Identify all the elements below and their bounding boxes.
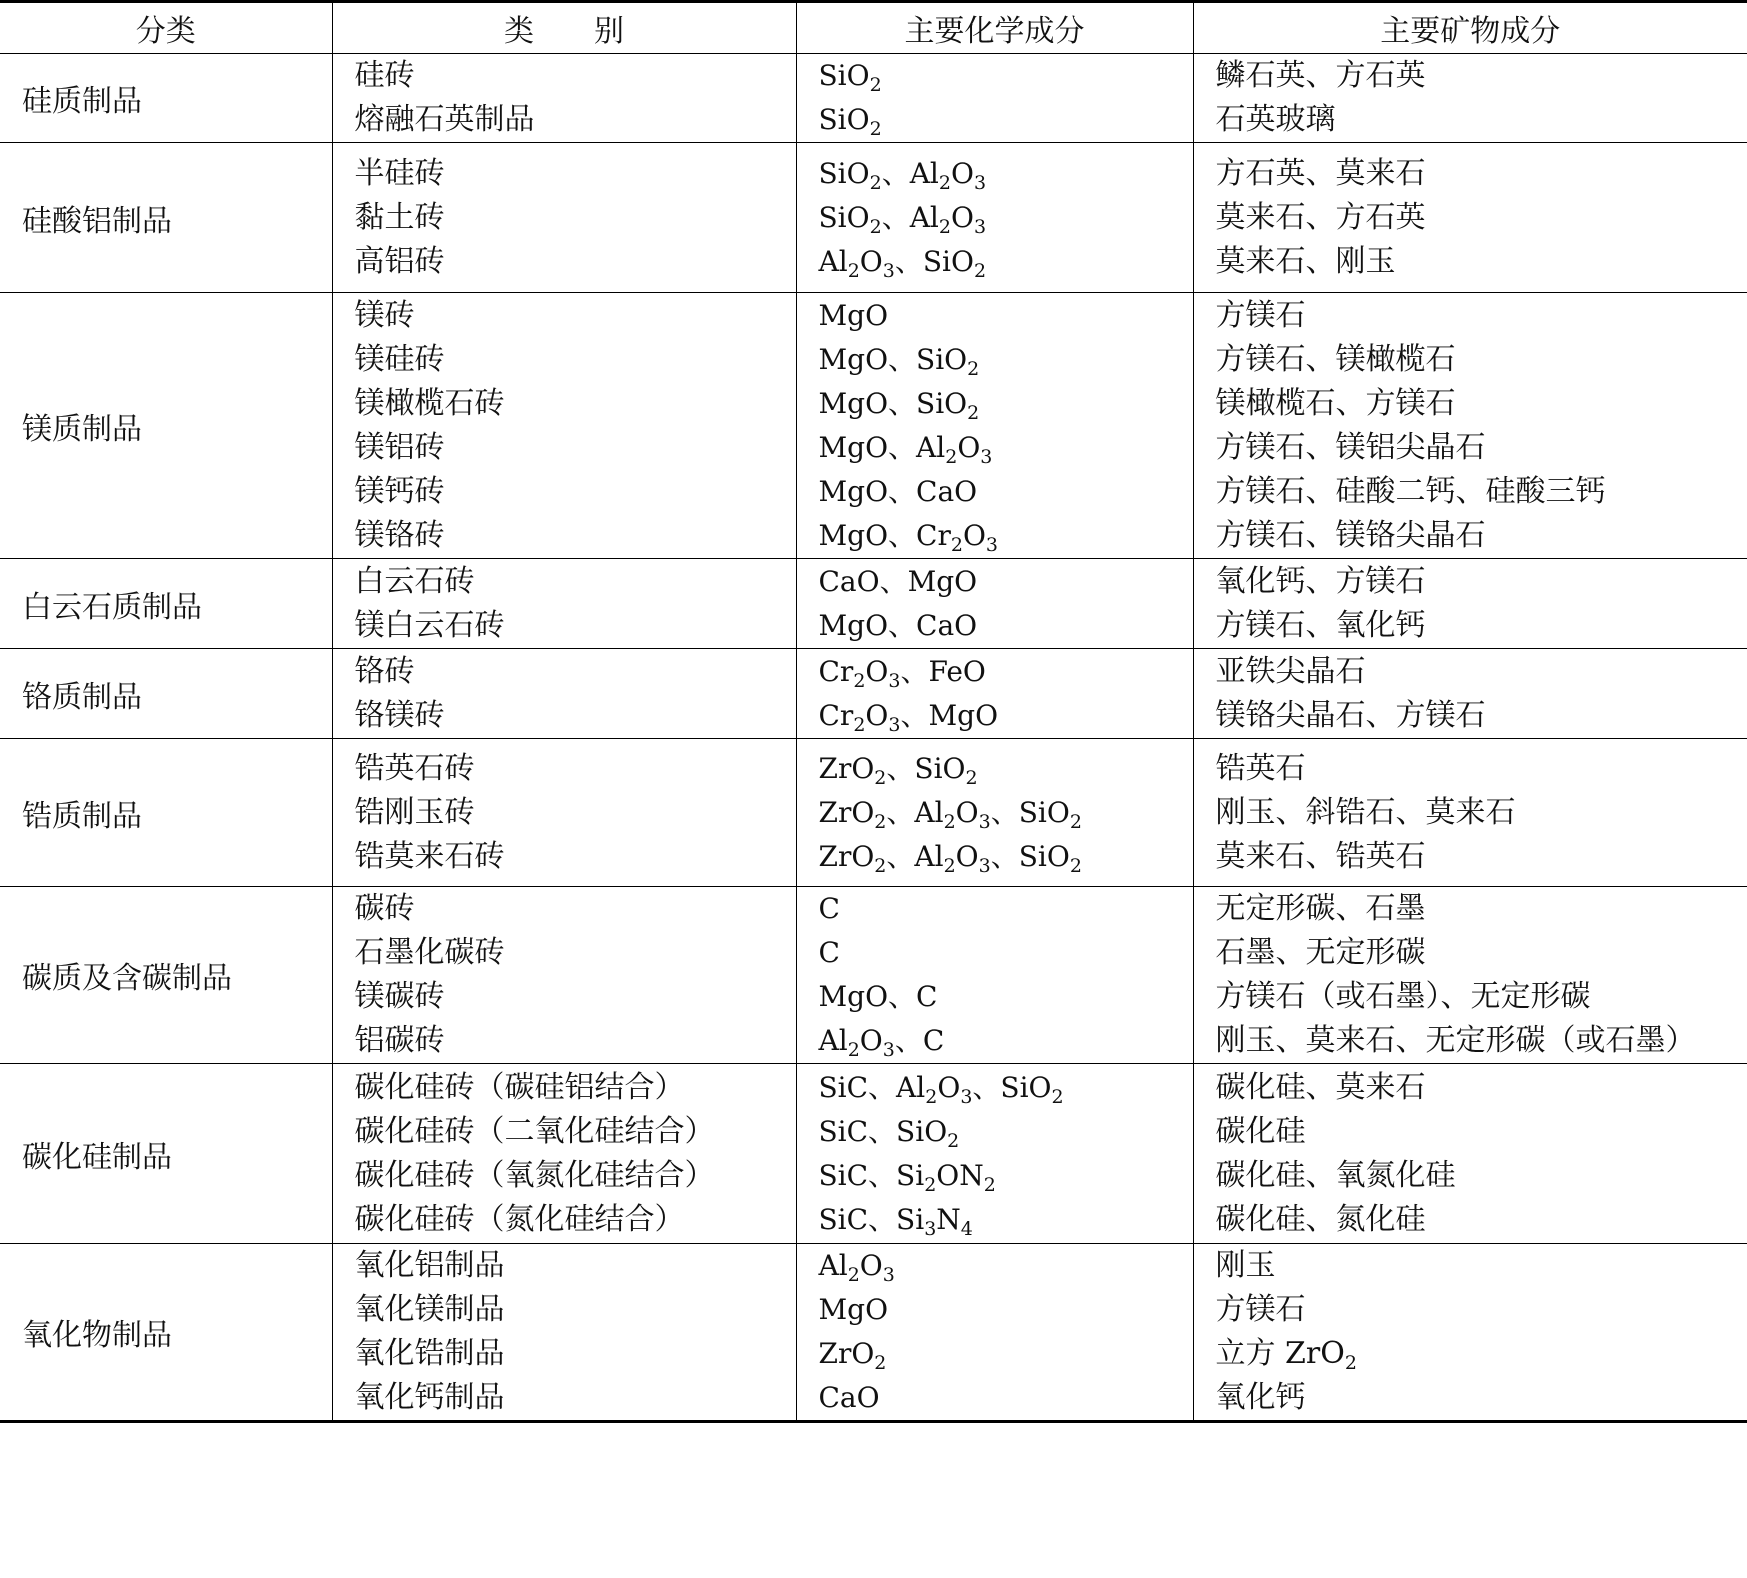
chemical-formula: MgO、CaO [818,608,978,642]
table-row [0,143,1747,293]
type-item: 镁铝砖 [354,429,445,465]
table-row [0,887,1747,1064]
category-name: 白云石质制品 [22,589,202,625]
type-item: 硅砖 [354,58,415,93]
chemical-formula: C [818,936,840,969]
chemical-formula: CaO、MgO [818,564,978,598]
chemical-formula: SiO$_2$ [818,103,882,140]
mineral-item: 方镁石 [1215,297,1306,333]
category-name: 硅酸铝制品 [22,203,172,239]
category-cell [0,54,332,143]
category-name: 氧化物制品 [22,1318,172,1353]
chemical-formula: MgO、C [818,980,938,1013]
mineral-item: 刚玉、莫来石、无定形碳（或石墨） [1215,1023,1696,1058]
type-item: 铝碳砖 [354,1023,445,1058]
chemical-composition-cell [796,649,1193,739]
mineral-composition-cell [1193,739,1747,887]
type-item: 铬砖 [354,653,415,689]
chemical-formula: SiO$_2$、$Al_2O_3$ [818,200,987,238]
type-item: 镁硅砖 [354,341,445,377]
mineral-item: 亚铁尖晶石 [1215,653,1366,689]
chemical-formula: SiC、$Al_2O_3$、SiO$_2$ [818,1070,1064,1108]
chemical-formula: SiC、SiO$_2$ [818,1114,960,1152]
type-item: 石墨化碳砖 [354,935,505,970]
mineral-item: 镁铬尖晶石、方镁石 [1215,697,1486,733]
mineral-item: 石英玻璃 [1215,102,1336,137]
chemical-formula: SiC、$Si_2ON_2$ [818,1158,996,1196]
type-item: 碳砖 [354,891,415,926]
category-name: 硅质制品 [22,84,142,119]
type-cell [332,739,796,887]
mineral-item: 方镁石、镁橄榄石 [1215,341,1456,377]
type-item: 铬镁砖 [354,697,445,733]
type-item: 锆刚玉砖 [354,794,475,830]
category-name: 镁质制品 [22,411,142,447]
type-item: 高铝砖 [354,243,445,279]
table-row [0,649,1747,739]
chemical-composition-cell [796,887,1193,1064]
chemical-composition-cell [796,559,1193,649]
type-item: 氧化镁制品 [354,1292,505,1327]
mineral-item: 莫来石、锆英石 [1215,838,1426,874]
category-name: 碳化硅制品 [22,1139,172,1175]
type-cell [332,649,796,739]
chemical-formula: $Al_2O_3$、SiO$_2$ [818,244,987,282]
type-item: 镁橄榄石砖 [354,385,505,421]
mineral-item: 刚玉 [1215,1248,1276,1283]
table-row [0,739,1747,887]
mineral-item: 方镁石、硅酸二钙、硅酸三钙 [1215,473,1606,509]
mineral-composition-cell [1193,143,1747,293]
mineral-item: 方镁石、氧化钙 [1215,607,1426,643]
chemical-formula: ZrO$_2$ [818,1337,887,1374]
chemical-composition-cell [796,1064,1193,1244]
chemical-formula: SiO$_2$、$Al_2O_3$ [818,156,987,194]
chemical-formula: MgO、SiO$_2$ [818,386,980,424]
chemical-formula: MgO、$Al_2O_3$ [818,430,993,468]
chemical-composition-cell [796,293,1193,559]
type-item: 镁铬砖 [354,517,445,553]
chemical-formula: $Cr_2O_3$、FeO [818,654,986,692]
chemical-formula: ZrO$_2$、SiO$_2$ [818,751,978,789]
category-name: 锆质制品 [22,798,142,834]
category-cell [0,1064,332,1244]
type-item: 镁钙砖 [354,473,445,509]
mineral-item: 莫来石、刚玉 [1215,243,1396,279]
mineral-item: 方镁石、镁铬尖晶石 [1215,517,1486,553]
mineral-item: 方镁石（或石墨）、无定形碳 [1215,979,1591,1014]
mineral-item: 无定形碳、石墨 [1215,891,1426,926]
header-mineral-composition: 主要矿物成分 [1193,2,1747,54]
mineral-item: 方镁石、镁铝尖晶石 [1215,429,1486,465]
category-cell [0,649,332,739]
mineral-item: 刚玉、斜锆石、莫来石 [1215,794,1516,830]
mineral-item: 氧化钙 [1215,1380,1306,1415]
header-chemical-composition: 主要化学成分 [796,2,1193,54]
header-type: 类 别 [332,2,796,54]
table-row [0,54,1747,143]
chemical-composition-cell [796,739,1193,887]
mineral-item: 方镁石 [1215,1292,1306,1327]
mineral-composition-cell [1193,559,1747,649]
table-row [0,1244,1747,1422]
type-item: 镁白云石砖 [354,607,505,643]
type-item: 黏土砖 [354,199,445,235]
header-row [0,2,1747,54]
chemical-formula: $Cr_2O_3$、MgO [818,698,999,736]
mineral-item: 碳化硅 [1215,1113,1306,1149]
category-cell [0,1244,332,1422]
table-row [0,559,1747,649]
category-name: 铬质制品 [22,679,142,715]
mineral-item: 碳化硅、莫来石 [1215,1069,1426,1105]
type-item: 碳化硅砖（二氧化硅结合） [354,1113,715,1149]
chemical-formula: ZrO$_2$、$Al_2O_3$、SiO$_2$ [818,839,1082,877]
mineral-item: 碳化硅、氮化硅 [1215,1201,1426,1237]
chemical-formula: ZrO$_2$、$Al_2O_3$、SiO$_2$ [818,795,1082,833]
category-name: 碳质及含碳制品 [22,961,232,996]
table-row [0,293,1747,559]
chemical-composition-cell [796,1244,1193,1422]
chemical-composition-cell [796,54,1193,143]
category-cell [0,293,332,559]
type-item: 白云石砖 [354,563,475,599]
type-item: 氧化铝制品 [354,1248,505,1283]
category-cell [0,739,332,887]
chemical-formula: MgO、CaO [818,474,978,508]
chemical-formula: $Al_2O_3$ [818,1249,895,1286]
type-item: 熔融石英制品 [354,102,535,137]
type-item: 碳化硅砖（氮化硅结合） [354,1201,685,1237]
mineral-item: 氧化钙、方镁石 [1215,563,1426,599]
mineral-item: 石墨、无定形碳 [1215,935,1426,970]
type-item: 锆莫来石砖 [354,838,505,874]
mineral-composition-cell [1193,54,1747,143]
type-item: 氧化钙制品 [354,1380,505,1415]
type-item: 碳化硅砖（碳硅铝结合） [354,1069,685,1105]
chemical-formula: MgO、SiO$_2$ [818,342,980,380]
mineral-composition-cell [1193,293,1747,559]
type-item: 氧化锆制品 [354,1336,505,1371]
chemical-formula: $Al_2O_3$、C [818,1024,945,1061]
type-cell [332,1064,796,1244]
chemical-formula: SiC、$Si_3N_4$ [818,1202,973,1240]
mineral-composition-cell [1193,1064,1747,1244]
mineral-item: 镁橄榄石、方镁石 [1215,385,1456,421]
chemical-formula: C [818,892,840,925]
type-cell [332,1244,796,1422]
chemical-formula: SiO$_2$ [818,59,882,96]
type-item: 镁砖 [354,297,415,333]
type-item: 镁碳砖 [354,979,445,1014]
type-cell [332,143,796,293]
type-item: 锆英石砖 [354,750,475,786]
type-cell [332,887,796,1064]
mineral-item: 碳化硅、氧氮化硅 [1215,1157,1456,1193]
type-item: 半硅砖 [354,155,445,191]
mineral-item: 鳞石英、方石英 [1215,58,1426,93]
chemical-composition-cell [796,143,1193,293]
category-cell [0,559,332,649]
type-cell [332,559,796,649]
mineral-composition-cell [1193,887,1747,1064]
type-cell [332,54,796,143]
mineral-item: 方石英、莫来石 [1215,155,1426,191]
chemical-formula: MgO [818,1293,889,1326]
table-row [0,1064,1747,1244]
category-cell [0,143,332,293]
mineral-item: 立方 ZrO$_2$ [1215,1336,1357,1374]
category-cell [0,887,332,1064]
mineral-composition-cell [1193,649,1747,739]
type-cell [332,293,796,559]
chemical-formula: MgO、$Cr_2O_3$ [818,518,999,556]
mineral-item: 锆英石 [1215,750,1306,786]
header-category: 分类 [0,2,332,54]
mineral-composition-cell [1193,1244,1747,1422]
mineral-item: 莫来石、方石英 [1215,199,1426,235]
type-item: 碳化硅砖（氧氮化硅结合） [354,1157,715,1193]
chemical-formula: CaO [818,1381,880,1414]
chemical-formula: MgO [818,298,889,332]
